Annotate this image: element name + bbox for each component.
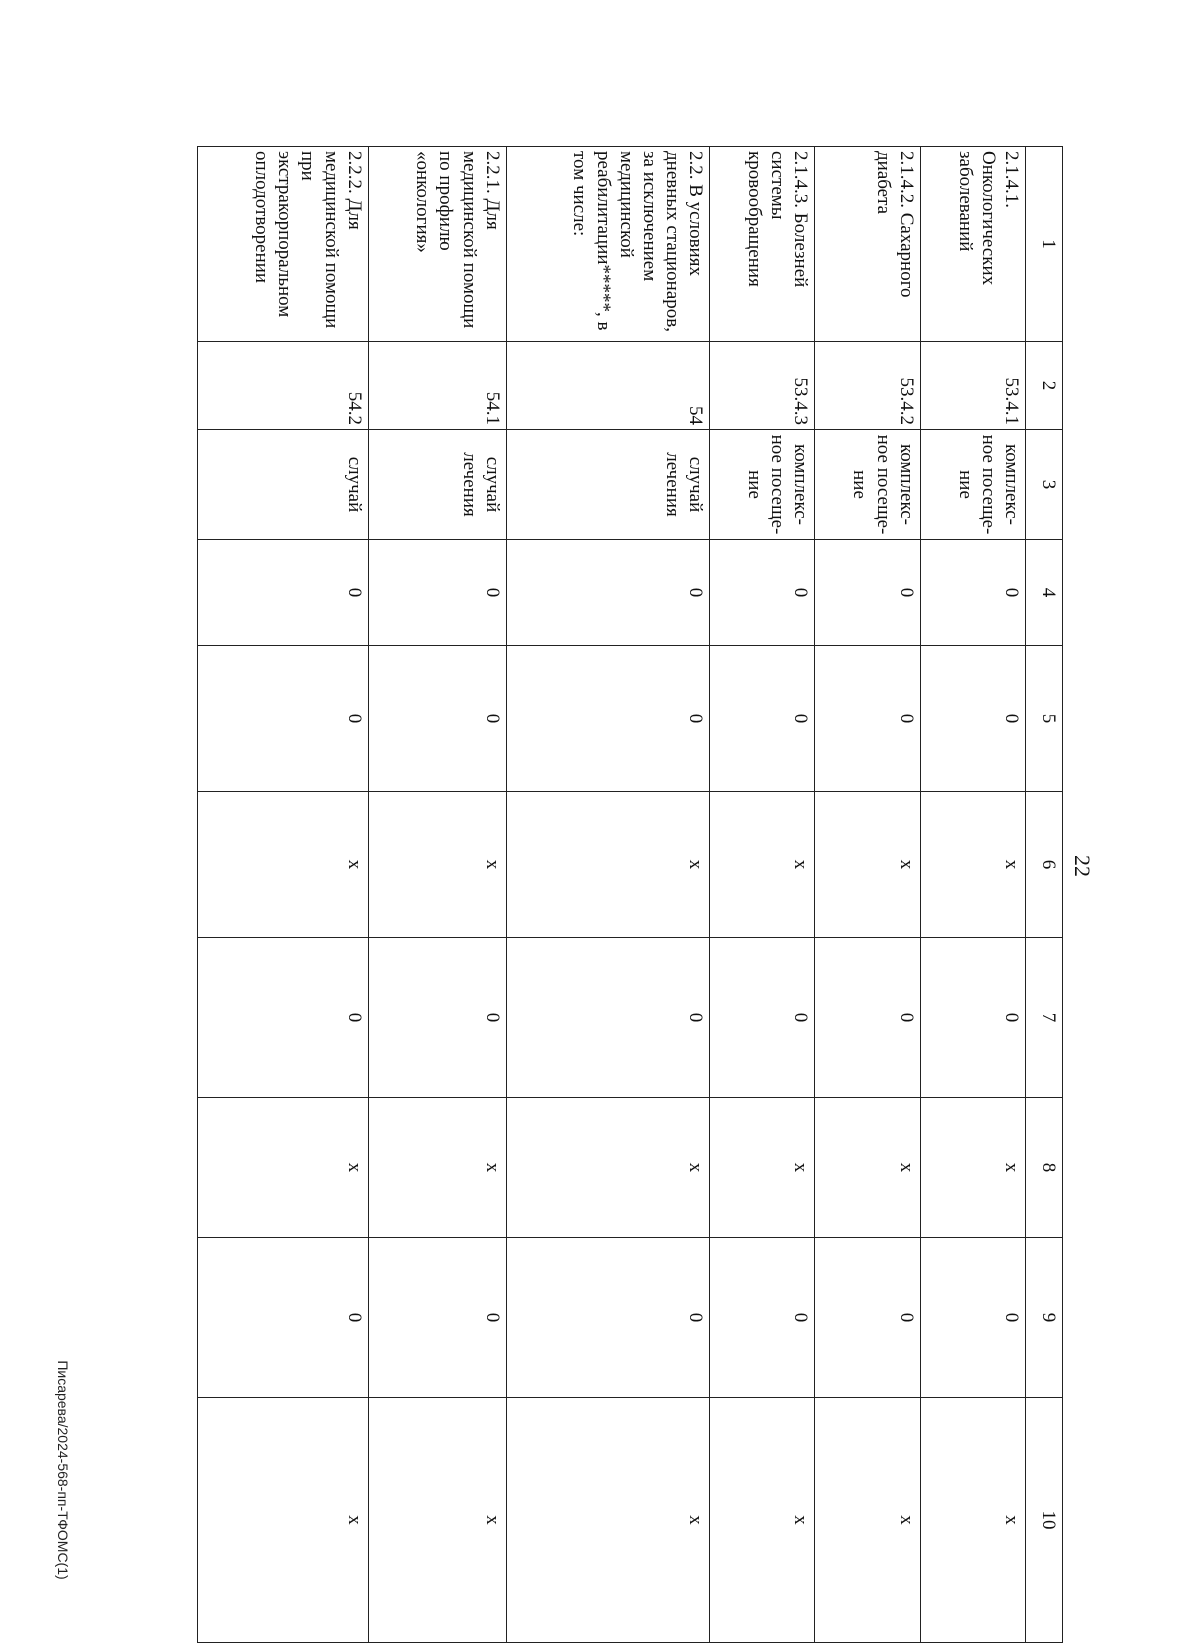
row-name: 2.2.2. Для медицинской помощи при экстракорпоральном оплодотворении [198, 147, 369, 342]
cell-col4: 0 [368, 540, 506, 646]
row-name: 2.2. В условиях дневных стационаров, за исключением медицинской реабилитации*****, в том числе: [506, 147, 709, 342]
cell-col4: 0 [506, 540, 709, 646]
row-name: 2.1.4.3. Болезней системы кровообращения [710, 147, 815, 342]
row-unit: комплекс-ное посеще-ние [920, 430, 1025, 540]
row-code: 54 [506, 342, 709, 430]
cell-col7: 0 [506, 938, 709, 1098]
header-cell: 9 [1026, 1238, 1063, 1398]
cell-col4: 0 [920, 540, 1025, 646]
table-row [815, 147, 920, 1643]
header-row [1026, 147, 1063, 1643]
cell-col5: 0 [815, 646, 920, 792]
table-row [710, 147, 815, 1643]
table-row [506, 147, 709, 1643]
cell-col10: x [368, 1398, 506, 1643]
row-code: 54.2 [198, 342, 369, 430]
header-cell: 7 [1026, 938, 1063, 1098]
header-cell: 3 [1026, 430, 1063, 540]
cell-col9: 0 [506, 1238, 709, 1398]
cell-col5: 0 [710, 646, 815, 792]
table-row [920, 147, 1025, 1643]
cell-col5: 0 [368, 646, 506, 792]
cell-col9: 0 [815, 1238, 920, 1398]
cell-col6: x [815, 792, 920, 938]
header-cell: 2 [1026, 342, 1063, 430]
row-code: 53.4.2 [815, 342, 920, 430]
cell-col7: 0 [198, 938, 369, 1098]
cell-col9: 0 [198, 1238, 369, 1398]
cell-col4: 0 [710, 540, 815, 646]
cell-col9: 0 [710, 1238, 815, 1398]
cell-col8: x [710, 1098, 815, 1238]
row-unit: случай лечения [368, 430, 506, 540]
cell-col6: x [506, 792, 709, 938]
header-cell: 6 [1026, 792, 1063, 938]
header-cell: 5 [1026, 646, 1063, 792]
cell-col8: x [815, 1098, 920, 1238]
cell-col10: x [198, 1398, 369, 1643]
cell-col7: 0 [368, 938, 506, 1098]
row-unit: случай [198, 430, 369, 540]
row-name: 2.1.4.2. Сахарного диабета [815, 147, 920, 342]
page-number: 22 [1070, 855, 1095, 877]
cell-col10: x [920, 1398, 1025, 1643]
cell-col7: 0 [815, 938, 920, 1098]
header-cell: 1 [1026, 147, 1063, 342]
row-unit: комплекс-ное посеще-ние [710, 430, 815, 540]
cell-col10: x [506, 1398, 709, 1643]
row-unit: случай лечения [506, 430, 709, 540]
rotated-table-container [197, 146, 1063, 1642]
cell-col10: x [815, 1398, 920, 1643]
cell-col8: x [920, 1098, 1025, 1238]
cell-col6: x [710, 792, 815, 938]
data-table [197, 146, 1063, 1643]
cell-col5: 0 [198, 646, 369, 792]
cell-col7: 0 [710, 938, 815, 1098]
row-code: 53.4.1 [920, 342, 1025, 430]
row-name: 2.2.1. Для медицинской помощи по профилю «онкология» [368, 147, 506, 342]
table-row [198, 147, 369, 1643]
header-cell: 8 [1026, 1098, 1063, 1238]
document-footer-label: Писарева/2024-568-пп-ТФОМС(1) [55, 1360, 71, 1580]
cell-col6: x [198, 792, 369, 938]
cell-col9: 0 [368, 1238, 506, 1398]
cell-col8: x [506, 1098, 709, 1238]
cell-col5: 0 [920, 646, 1025, 792]
cell-col6: x [920, 792, 1025, 938]
cell-col8: x [368, 1098, 506, 1238]
header-cell: 10 [1026, 1398, 1063, 1643]
row-unit: комплекс-ное посеще-ние [815, 430, 920, 540]
cell-col4: 0 [815, 540, 920, 646]
cell-col8: x [198, 1098, 369, 1238]
header-cell: 4 [1026, 540, 1063, 646]
row-code: 53.4.3 [710, 342, 815, 430]
cell-col6: x [368, 792, 506, 938]
cell-col10: x [710, 1398, 815, 1643]
cell-col9: 0 [920, 1238, 1025, 1398]
cell-col5: 0 [506, 646, 709, 792]
table-row [368, 147, 506, 1643]
row-code: 54.1 [368, 342, 506, 430]
cell-col4: 0 [198, 540, 369, 646]
row-name: 2.1.4.1. Онкологических заболеваний [920, 147, 1025, 342]
cell-col7: 0 [920, 938, 1025, 1098]
